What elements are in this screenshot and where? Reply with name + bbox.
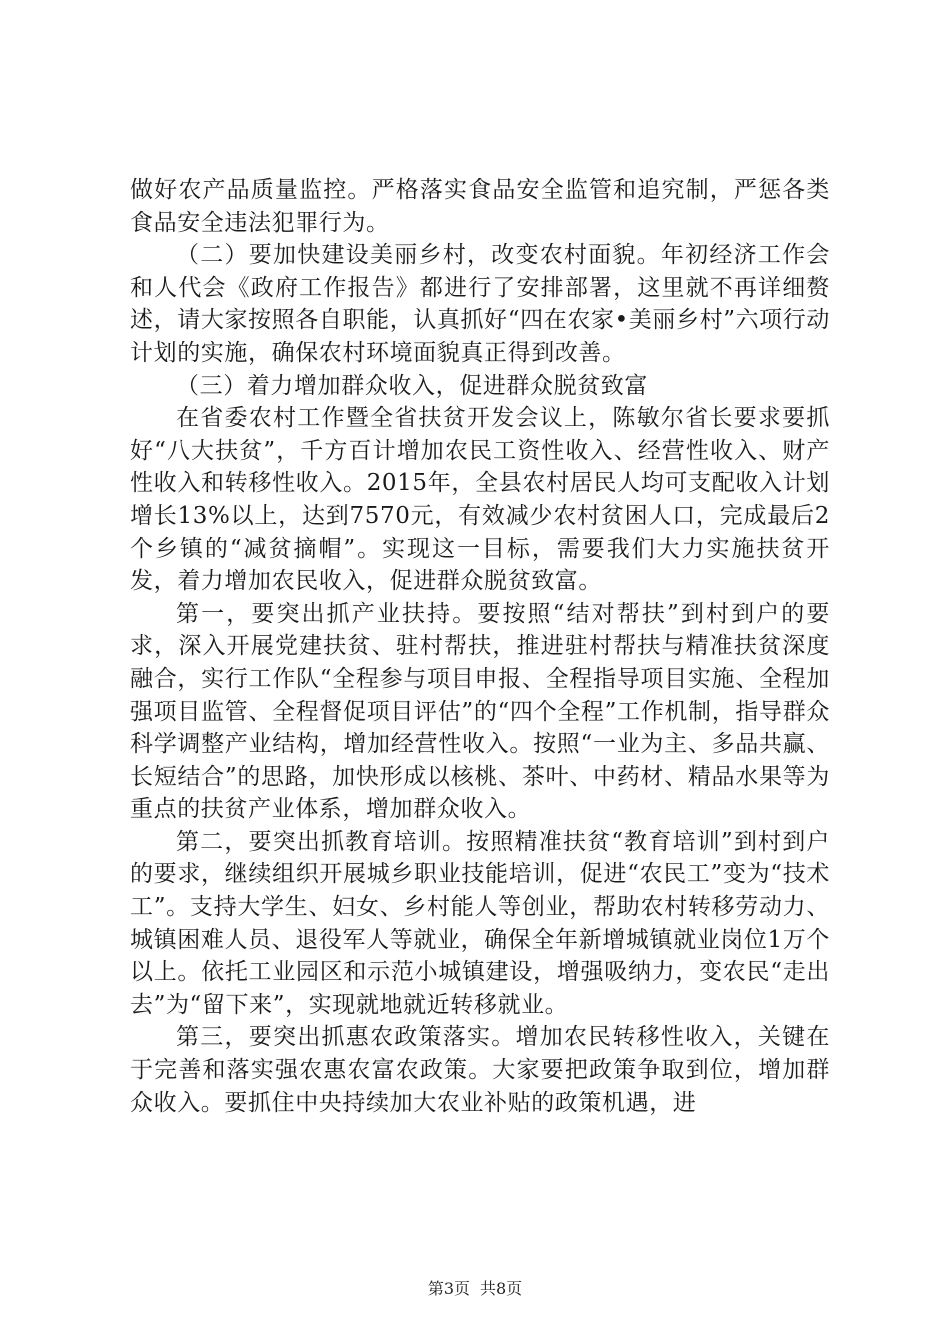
document-body bbox=[130, 174, 830, 1119]
page-number: 第3页 bbox=[427, 1279, 470, 1298]
page-footer bbox=[0, 1279, 950, 1299]
paragraph-4: 在省委农村工作暨全省扶贫开发会议上，陈敏尔省长要求要抓好“八大扶贫”，千方百计增加农民工资性收入、经营性收入、财产性收入和转移性收入。2015年，全县农村居民人均可支配收入计划增长13%以上，达到7570元，有效减少农村贫困人口，完成最后2个乡镇的“减贫摘帽”。实现这一目标，需要我们大力实施扶贫开发，着力增加农民收入，促进群众脱贫致富。 bbox=[130, 405, 830, 595]
section-heading-3: （三）着力增加群众收入，促进群众脱贫致富 bbox=[176, 372, 648, 399]
page-total: 共8页 bbox=[480, 1279, 523, 1298]
paragraph-7: 第三，要突出抓惠农政策落实。增加农民转移性收入，关键在于完善和落实强农惠农富农政策。大家要把政策争取到位，增加群众收入。要抓住中央持续加大农业补贴的政策机遇，进 bbox=[130, 1024, 830, 1116]
paragraph-5: 第一，要突出抓产业扶持。要按照“结对帮扶”到村到户的要求，深入开展党建扶贫、驻村帮扶，推进驻村帮扶与精准扶贫深度融合，实行工作队“全程参与项目申报、全程指导项目实施、全程加强项目监管、全程督促项目评估”的“四个全程”工作机制，指导群众科学调整产业结构，增加经营性收入。按照“一业为主、多品共赢、长短结合”的思路，加快形成以核桃、茶叶、中药材、精品水果等为重点的扶贫产业体系，增加群众收入。 bbox=[130, 600, 830, 823]
paragraph-1: 做好农产品质量监控。严格落实食品安全监管和追究制，严惩各类食品安全违法犯罪行为。 bbox=[130, 177, 830, 236]
paragraph-6: 第二，要突出抓教育培训。按照精准扶贫“教育培训”到村到户的要求，继续组织开展城乡职业技能培训，促进“农民工”变为“技术工”。支持大学生、妇女、乡村能人等创业，帮助农村转移劳动力、城镇困难人员、退役军人等就业，确保全年新增城镇就业岗位1万个以上。依托工业园区和示范小城镇建设，增强吸纳力，变农民“走出去”为“留下来”，实现就地就近转移就业。 bbox=[130, 828, 830, 1018]
paragraph-2: （二）要加快建设美丽乡村，改变农村面貌。年初经济工作会和人代会《政府工作报告》都进行了安排部署，这里就不再详细赘述，请大家按照各自职能，认真抓好“四在农家•美丽乡村”六项行动计划的实施，确保农村环境面貌真正得到改善。 bbox=[130, 242, 830, 366]
